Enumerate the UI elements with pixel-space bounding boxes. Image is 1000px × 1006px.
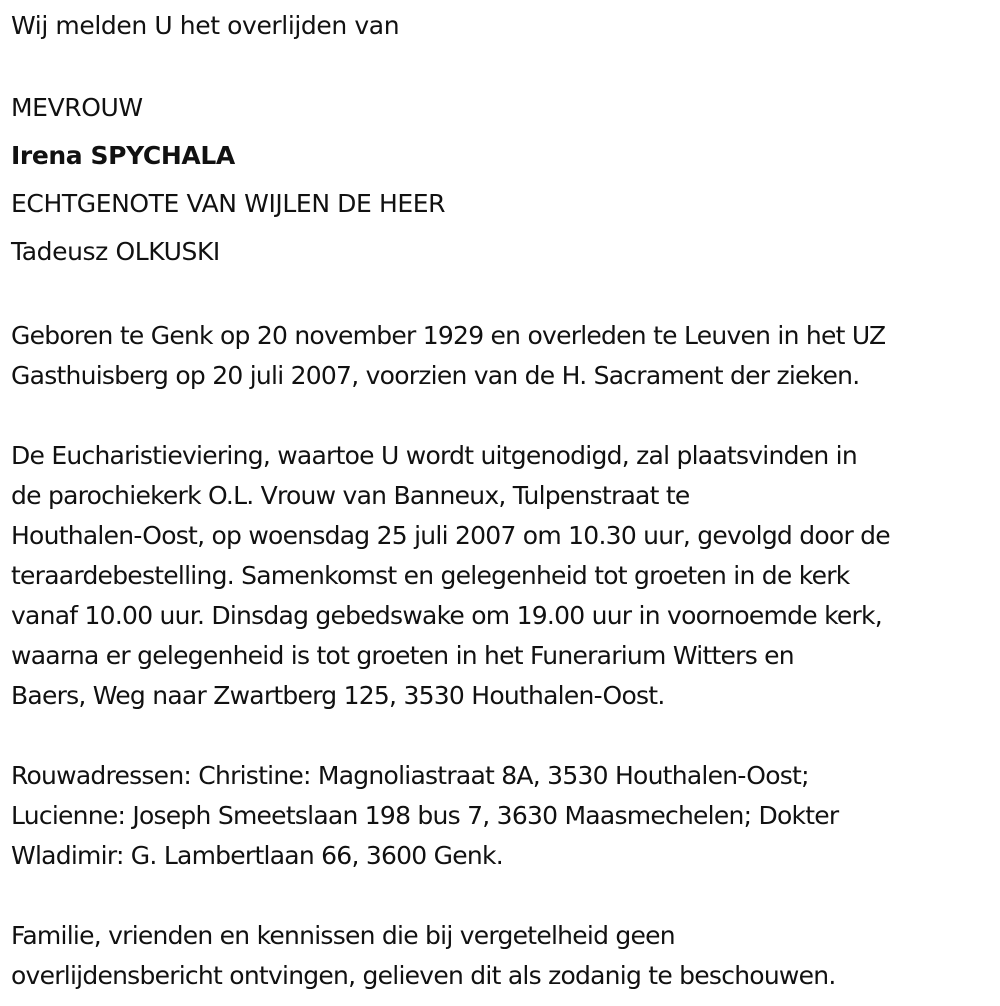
ceremony-line: De Eucharistieviering, waartoe U wordt uitgenodigd, zal plaatsvinden in [11, 441, 857, 470]
spacer [11, 876, 996, 916]
spacer [11, 716, 996, 756]
spacer [11, 276, 996, 316]
spouse-label: ECHTGENOTE VAN WIJLEN DE HEER [11, 189, 446, 218]
birth-death-line: Geboren te Genk op 20 november 1929 en overleden te Leuven in het UZ [11, 321, 886, 350]
deceased-name: Irena SPYCHALA [11, 141, 235, 170]
ceremony-line: waarna er gelegenheid is tot groeten in het Funerarium Witters en [11, 641, 794, 670]
salutation: MEVROUW [11, 93, 143, 122]
ceremony-line: Houthalen-Oost, op woensdag 25 juli 2007 om 10.30 uur, gevolgd door de [11, 521, 890, 550]
closing-line: overlijdensbericht ontvingen, gelieven dit als zodanig te beschouwen. [11, 961, 836, 990]
ceremony-line: de parochiekerk O.L. Vrouw van Banneux, Tulpenstraat te [11, 481, 690, 510]
spacer [11, 44, 996, 84]
ceremony-line: vanaf 10.00 uur. Dinsdag gebedswake om 19.00 uur in voornoemde kerk, [11, 601, 882, 630]
spacer [11, 396, 996, 436]
address-line: Wladimir: G. Lambertlaan 66, 3600 Genk. [11, 841, 503, 870]
ceremony-line: Baers, Weg naar Zwartberg 125, 3530 Houthalen-Oost. [11, 681, 665, 710]
intro-line: Wij melden U het overlijden van [11, 11, 400, 40]
birth-death-line: Gasthuisberg op 20 juli 2007, voorzien van de H. Sacrament der zieken. [11, 361, 860, 390]
ceremony-line: teraardebestelling. Samenkomst en gelegenheid tot groeten in de kerk [11, 561, 850, 590]
spouse-name: Tadeusz OLKUSKI [11, 237, 220, 266]
closing-line: Familie, vrienden en kennissen die bij vergetelheid geen [11, 921, 675, 950]
address-line: Lucienne: Joseph Smeetslaan 198 bus 7, 3630 Maasmechelen; Dokter [11, 801, 839, 830]
address-line: Rouwadressen: Christine: Magnoliastraat 8A, 3530 Houthalen-Oost; [11, 761, 809, 790]
death-notice [11, 8, 996, 996]
